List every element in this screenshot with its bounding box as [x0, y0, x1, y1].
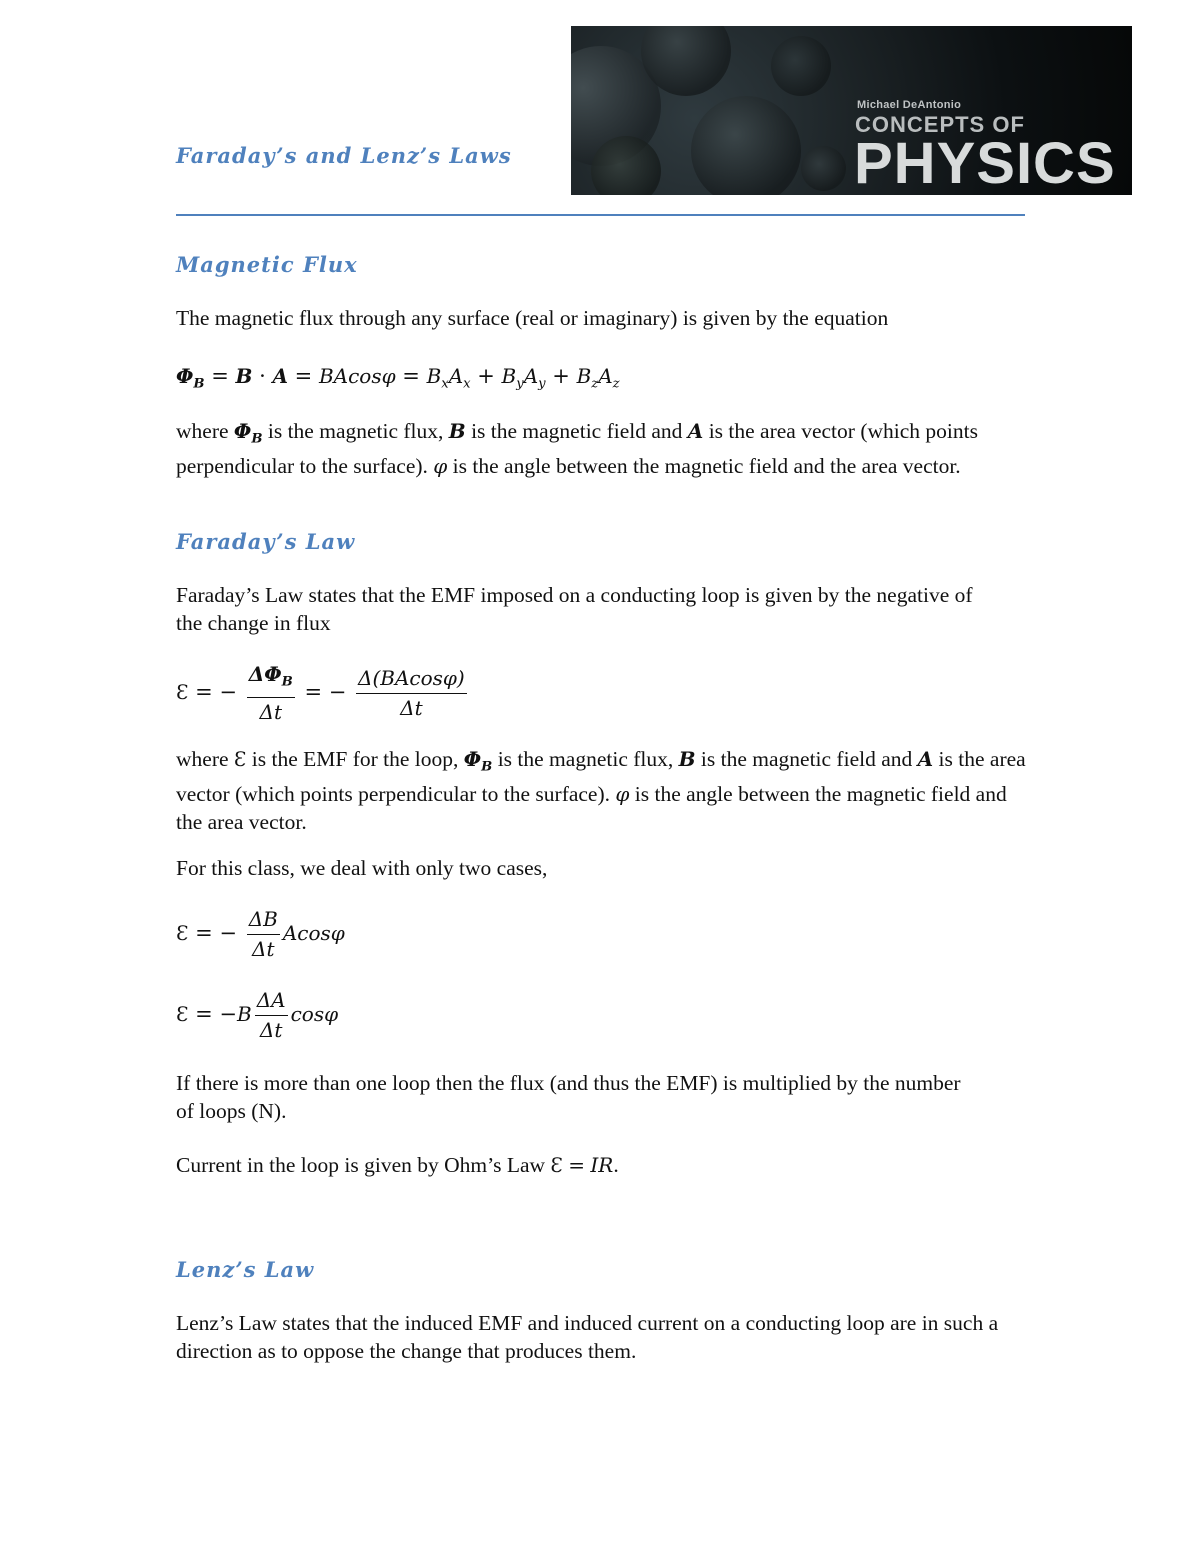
flux-equation: $\Phi_B = B \cdot A = BAcos\varphi = B_xA_x + B_yA_y + B_zA_z$: [176, 364, 620, 392]
faraday-where-text: is the magnetic flux,: [492, 747, 679, 771]
bubble-decoration: [801, 146, 846, 191]
flux-where-text: is the magnetic field and: [465, 419, 688, 443]
faraday-equation: Ɛ = − $\frac{\Delta\Phi_B}{\Delta t}$ = − $\frac{\Delta(BAcos\varphi)}{\Delta t}$: [176, 662, 465, 724]
flux-where-text: is the area vector (which points perpendicular to the surface).: [176, 419, 978, 479]
flux-where-text: is the magnetic flux,: [262, 419, 449, 443]
faraday-where-text: is the magnetic field and: [695, 747, 918, 771]
faraday-where-text: is the angle between the magnetic field and the area vector.: [176, 782, 1007, 834]
banner-subtitle: CONCEPTS OF: [855, 112, 1025, 137]
cases-intro: For this class, we deal with only two cases,: [176, 856, 548, 880]
lenzs-law-heading: Lenz’s Law: [176, 1257, 315, 1282]
banner-author: Michael DeAntonio: [857, 99, 962, 111]
case-equation-changing-area: Ɛ = −B $\frac{\Delta A}{\Delta t}$ cosφ: [176, 988, 339, 1042]
faraday-intro: Faraday’s Law states that the EMF imposed on a conducting loop is given by the negative of the change in flux: [176, 583, 973, 635]
fraction: $\frac{\Delta(BAcos\varphi)}{\Delta t}$: [358, 665, 465, 720]
fraction: $\frac{\Delta B}{\Delta t}$: [248, 907, 278, 961]
banner-main-title: PHYSICS: [854, 131, 1116, 195]
bubble-decoration: [591, 136, 661, 195]
faraday-where-text: is the area vector (which points perpendicular to the surface).: [176, 747, 1026, 807]
bubble-decoration: [691, 96, 801, 195]
flux-intro: The magnetic flux through any surface (real or imaginary) is given by the equation: [176, 306, 889, 330]
fraction: $\frac{\Delta\Phi_B}{\Delta t}$: [248, 662, 293, 724]
faraday-definitions: where Ɛ is the EMF for the loop, $\Phi_B$ is the magnetic flux, B is the magnetic field and A is the area vector (which points perpendicular to the surface). φ is the angle between the magnetic field and the area vector.: [176, 747, 1026, 834]
fraction: $\frac{\Delta A}{\Delta t}$: [256, 988, 286, 1042]
flux-where-text: is the angle between the magnetic field and the area vector.: [447, 454, 961, 479]
bubble-decoration: [771, 36, 831, 96]
page-title: Faraday’s and Lenz’s Laws: [176, 143, 512, 168]
flux-where-text: where: [176, 419, 234, 443]
case-equation-changing-field: Ɛ = − $\frac{\Delta B}{\Delta t}$ Acosφ: [176, 907, 345, 961]
ohms-law-note: Current in the loop is given by Ohm’s Law Ɛ = IR.: [176, 1153, 619, 1177]
concepts-of-physics-banner: [571, 26, 1132, 195]
faradays-law-heading: Faraday’s Law: [176, 529, 356, 554]
flux-definitions: where $\Phi_B$ is the magnetic flux, B is the magnetic field and A is the area vector (which points perpendicular to the surface). φ is the angle between the magnetic field and the area vector.: [176, 419, 978, 479]
lenz-text: Lenz’s Law states that the induced EMF and induced current on a conducting loop are in such a direction as to oppose the change that produces them.: [176, 1311, 999, 1363]
faraday-where-text: where: [176, 747, 234, 771]
faraday-where-text: is the EMF for the loop,: [246, 747, 464, 771]
ohm-text: Current in the loop is given by Ohm’s Law: [176, 1153, 551, 1177]
multiple-loops-note: If there is more than one loop then the flux (and thus the EMF) is multiplied by the number of loops (N).: [176, 1071, 961, 1123]
ohm-text: .: [613, 1153, 619, 1177]
title-divider: [176, 214, 1025, 216]
magnetic-flux-heading: Magnetic Flux: [176, 252, 358, 277]
